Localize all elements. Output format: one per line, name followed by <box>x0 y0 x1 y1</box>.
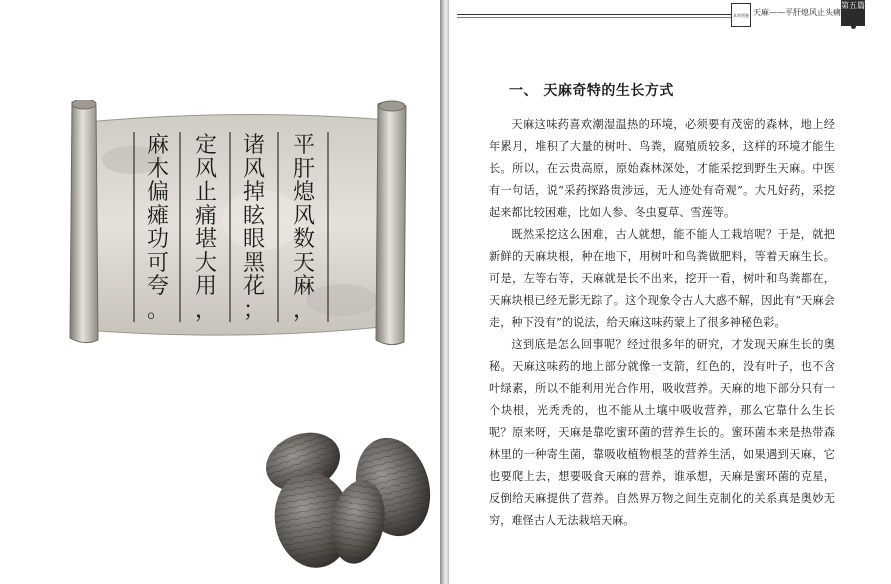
section-title: 一、 天麻奇特的生长方式 <box>509 83 674 99</box>
poem-scroll <box>62 100 410 350</box>
poem-glyph: 风 <box>242 156 265 182</box>
running-title: 天麻——平肝熄风止头痛 <box>753 8 841 17</box>
poem-glyph: 大 <box>194 250 217 276</box>
body-text <box>489 114 835 532</box>
series-logo: 本草图鉴 <box>731 3 751 27</box>
poem-glyph: 风 <box>292 203 315 229</box>
poem-glyph: 偏 <box>146 180 169 205</box>
poem-glyph: 花 <box>242 274 265 299</box>
poem-glyph: 平 <box>292 133 315 158</box>
chapter-tab: 第五篇 <box>841 0 865 26</box>
poem-glyph: 。 <box>146 297 169 323</box>
poem-glyph: 眩 <box>242 203 265 229</box>
poem-glyph: 黑 <box>242 250 265 276</box>
poem-column-3 <box>186 133 226 323</box>
poem-glyph: 可 <box>146 250 169 276</box>
poem-column-4 <box>138 133 178 323</box>
tianma-tubers-illustration <box>258 412 440 570</box>
book-spine <box>440 0 449 584</box>
poem-glyph: 诸 <box>242 133 265 158</box>
poem-glyph: 天 <box>292 250 315 276</box>
poem-glyph: 麻 <box>292 274 315 299</box>
poem-glyph: 瘫 <box>146 203 169 229</box>
poem-glyph: ， <box>194 297 217 323</box>
poem-glyph: ， <box>292 297 315 323</box>
left-page <box>0 0 440 584</box>
poem-glyph: 止 <box>194 180 217 205</box>
poem-glyph: 风 <box>194 156 217 182</box>
paragraph-3: 这到底是怎么回事呢？经过很多年的研究，才发现天麻生长的奥秘。天麻这味药的地上部分就像一支箭，红色的，没有叶子，也不含叶绿素，所以不能利用光合作用，吸收营养。天麻的地下部分只有一个块根，光秃秃的，也不能从土壤中吸收营养，那么它靠什么生长呢？原来呀，天麻是靠吃蜜环菌的营养生长的。蜜环菌本来是热带森林里的一种寄生菌，靠吸收植物根茎的营养生活，如果遇到天麻，它也要爬上去，想要吸食天麻的营养，谁承想，天麻是蜜环菌的克星，反倒给天麻提供了营养。自然界万物之间生克制化的关系真是奥妙无穷，难怪古人无法栽培天麻。 <box>489 338 835 527</box>
poem-glyph: 肝 <box>292 156 315 182</box>
poem-column-2 <box>234 133 274 323</box>
poem-glyph: 用 <box>194 274 217 299</box>
poem-glyph: 数 <box>292 227 315 252</box>
poem-glyph: 夸 <box>146 274 169 299</box>
chapter-tab-dot <box>851 24 856 29</box>
poem-glyph: ； <box>242 297 265 323</box>
paragraph-2: 既然采挖这么困难，古人就想，能不能人工栽培呢？于是，就把新鲜的天麻块根，种在地下，用树叶和鸟粪做肥料，等着天麻生长。可是，左等右等，天麻就是长不出来，挖开一看，树叶和鸟粪都在，天麻块根已经无影无踪了。这个现象令古人大惑不解，因此有“天麻会走，种下没有”的说法，给天麻这味药蒙上了很多神秘色彩。 <box>489 228 835 329</box>
poem-glyph: 熄 <box>292 180 315 205</box>
poem-glyph: 堪 <box>194 227 217 252</box>
poem-glyph: 麻 <box>146 133 169 158</box>
right-page <box>449 0 891 584</box>
poem-column-1 <box>284 133 324 323</box>
poem-glyph: 木 <box>146 156 169 182</box>
poem-glyph: 功 <box>146 227 169 252</box>
poem-glyph: 掉 <box>242 180 265 205</box>
poem-glyph: 痛 <box>194 203 217 229</box>
poem-glyph: 眼 <box>242 227 265 252</box>
poem-glyph: 定 <box>194 133 217 158</box>
paragraph-1: 天麻这味药喜欢潮湿温热的环境，必须要有茂密的森林，地上经年累月，堆积了大量的树叶、鸟粪，腐殖质较多，这样的环境才能生长。所以，在云贵高原，原始森林深处，才能采挖到野生天麻。中医有一句话，说“采药探路贵涉远，无人迹处有奇观”。大凡好药，采挖起来都比较困难，比如人参、冬虫夏草、雪莲等。 <box>489 118 835 219</box>
